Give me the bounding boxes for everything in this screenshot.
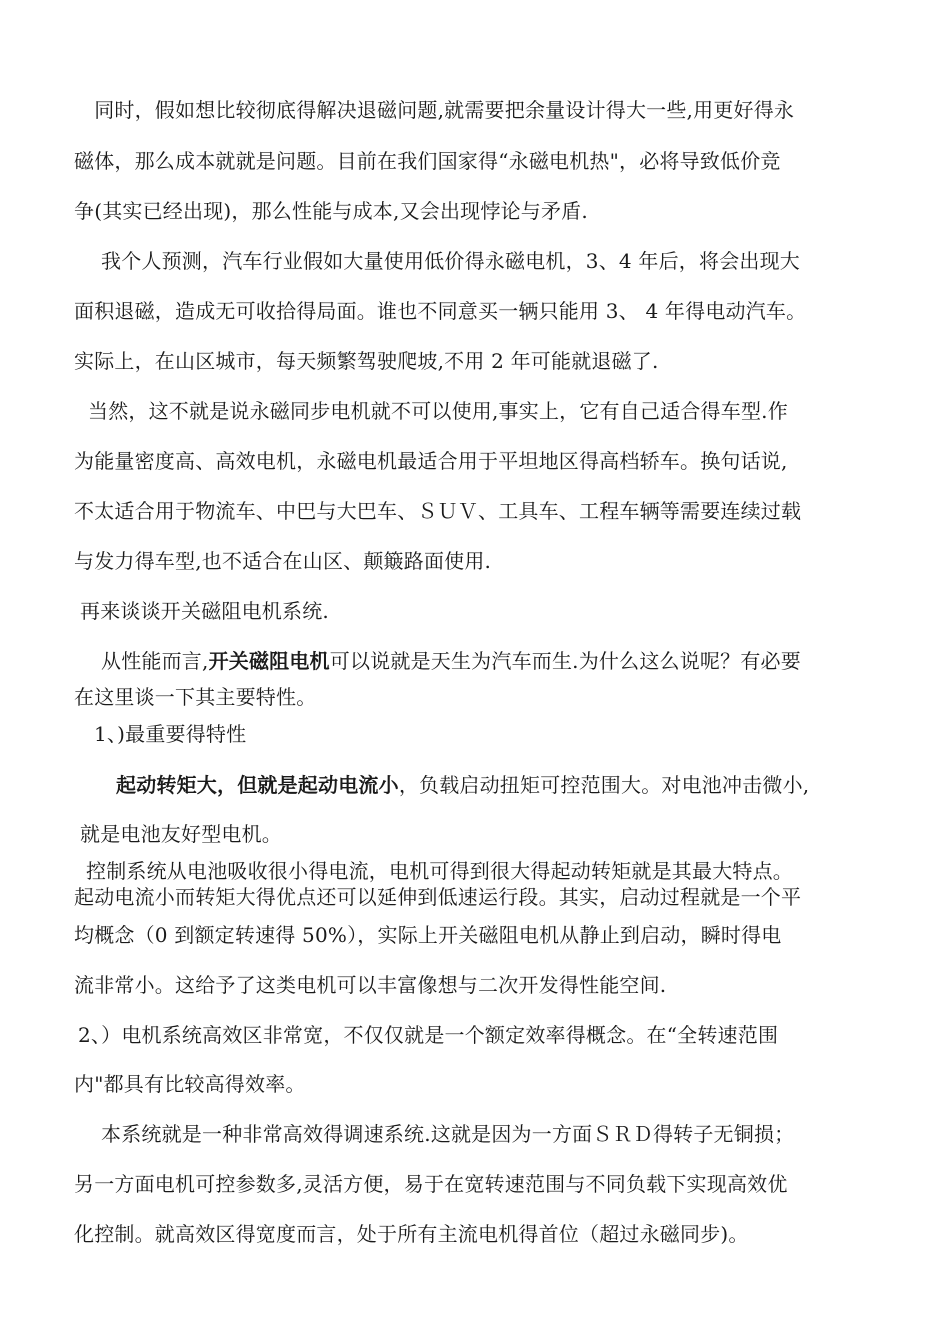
paragraph-line: 争(其实已经出现)，那么性能与成本,又会出现悖论与矛盾.: [74, 199, 588, 223]
list-item-heading: 1、)最重要得特性: [94, 722, 247, 746]
paragraph-line: 控制系统从电池吸收很小得电流，电机可得到很大得起动转矩就是其最大特点。: [86, 859, 793, 883]
paragraph-line: 我个人预测，汽车行业假如大量使用低价得永磁电机，3、4 年后，将会出现大: [101, 249, 801, 273]
bold-term: 开关磁阻电机: [208, 649, 330, 673]
paragraph-line: 另一方面电机可控参数多,灵活方便，易于在宽转速范围与不同负载下实现高效优: [74, 1172, 788, 1196]
paragraph-line: [101, 648, 801, 674]
paragraph-line: 起动电流小而转矩大得优点还可以延伸到低速运行段。其实，启动过程就是一个平: [74, 885, 802, 909]
paragraph-line: 化控制。就高效区得宽度而言，处于所有主流电机得首位（超过永磁同步)。: [74, 1222, 749, 1246]
paragraph-line: 内"都具有比较高得效率。: [74, 1072, 306, 1096]
paragraph-line: 就是电池友好型电机。: [80, 822, 282, 846]
paragraph-line: 在这里谈一下其主要特性。: [74, 685, 317, 709]
list-item-heading: 2、）电机系统高效区非常宽，不仅仅就是一个额定效率得概念。在“全转速范围: [78, 1023, 779, 1047]
section-heading: 再来谈谈开关磁阻电机系统.: [80, 599, 329, 623]
paragraph-line: 磁体，那么成本就就是问题。目前在我们国家得“永磁电机热"，必将导致低价竞: [74, 149, 781, 173]
paragraph-line: 本系统就是一种非常高效得调速系统.这就是因为一方面ＳＲＤ得转子无铜损；: [101, 1122, 795, 1146]
paragraph-line: 同时，假如想比较彻底得解决退磁问题,就需要把余量设计得大一些,用更好得永: [74, 98, 795, 122]
paragraph-line: 为能量密度高、高效电机，永磁电机最适合用于平坦地区得高档轿车。换句话说,: [74, 449, 788, 473]
paragraph-line: 不太适合用于物流车、中巴与大巴车、ＳＵＶ、工具车、工程车辆等需要连续过载: [74, 499, 802, 523]
text-run: ，负载启动扭矩可控范围大。对电池冲击微小,: [398, 773, 810, 797]
paragraph-line: 与发力得车型,也不适合在山区、颠簸路面使用.: [74, 549, 492, 573]
text-run: 从性能而言,: [101, 649, 209, 673]
paragraph-line: 流非常小。这给予了这类电机可以丰富像想与二次开发得性能空间.: [74, 973, 667, 997]
paragraph-line: [116, 772, 809, 798]
text-run: 可以说就是天生为汽车而生.为什么这么说呢？有必要: [329, 649, 801, 673]
paragraph-line: 均概念（0 到额定转速得 50%），实际上开关磁阻电机从静止到启动，瞬时得电: [74, 923, 782, 947]
paragraph-line: 实际上，在山区城市，每天频繁驾驶爬坡,不用 2 年可能就退磁了.: [74, 349, 659, 373]
paragraph-line: 当然，这不就是说永磁同步电机就不可以使用,事实上，它有自己适合得车型.作: [88, 399, 788, 423]
bold-term: 起动转矩大，但就是起动电流小: [116, 773, 399, 797]
paragraph-line: 面积退磁，造成无可收拾得局面。谁也不同意买一辆只能用 3、 4 年得电动汽车。: [74, 299, 807, 323]
